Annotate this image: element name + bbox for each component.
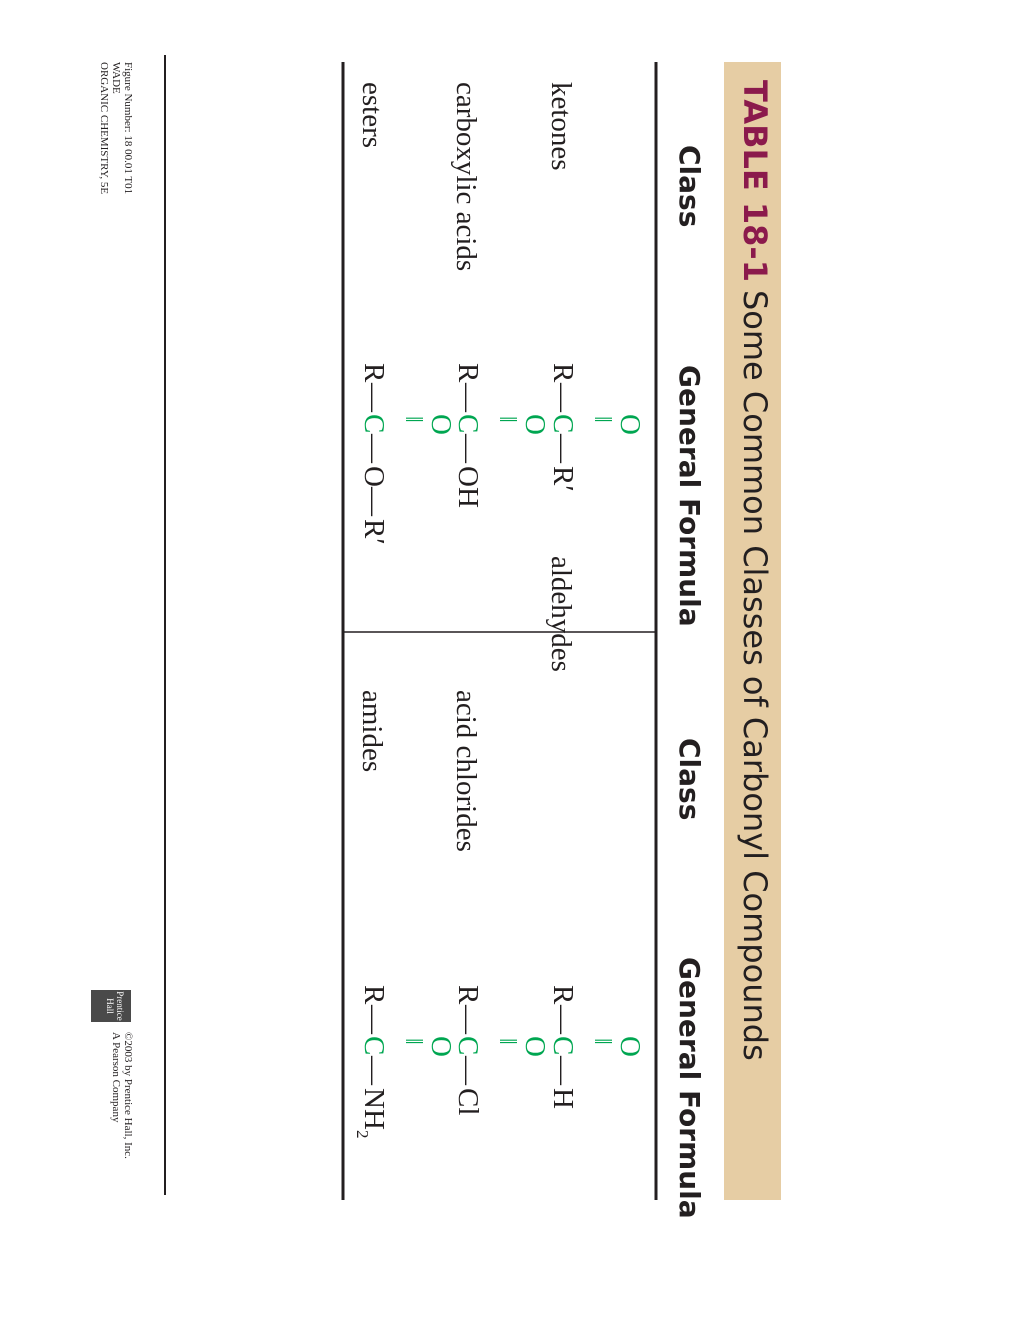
single-bond: — xyxy=(452,434,484,463)
single-bond: — xyxy=(358,487,390,516)
formula-amides xyxy=(353,985,457,1165)
carbonyl-carbon: C xyxy=(452,414,484,434)
formula-acid-chlorides xyxy=(452,985,551,1145)
r-group: R xyxy=(358,985,390,1005)
carbonyl-oxygen: O xyxy=(614,1036,646,1057)
double-bond: ‖ xyxy=(494,1038,520,1045)
single-bond: — xyxy=(452,383,484,412)
carbonyl-oxygen: O xyxy=(519,414,551,435)
class-aldehydes: aldehydes xyxy=(545,556,577,672)
r-group: R xyxy=(547,363,579,383)
tail-group: R′ xyxy=(547,466,579,492)
header-class-right: Class xyxy=(673,738,706,821)
header-formula-right: General Formula xyxy=(673,957,706,1219)
class-amides: amides xyxy=(356,690,388,773)
single-bond: — xyxy=(547,1056,579,1085)
formula-carboxylic-acids xyxy=(452,363,551,523)
tail-group: H xyxy=(547,1088,579,1109)
double-bond: ‖ xyxy=(400,416,426,423)
author-line: WADE xyxy=(110,62,122,94)
figure-number: Figure Number: 18 00.01 T01 xyxy=(122,62,134,195)
class-acid-chlorides: acid chlorides xyxy=(450,690,482,852)
double-bond: ‖ xyxy=(494,416,520,423)
class-ketones: ketones xyxy=(545,82,577,171)
single-bond: — xyxy=(358,434,390,463)
header-class-left: Class xyxy=(673,145,706,228)
carbonyl-oxygen: O xyxy=(425,414,457,435)
formula-aldehydes xyxy=(547,985,646,1145)
table-label: TABLE 18-1 xyxy=(736,80,774,282)
double-bond: ‖ xyxy=(589,1038,615,1045)
single-bond: — xyxy=(452,1005,484,1034)
single-bond: — xyxy=(452,1056,484,1085)
book-title-line: ORGANIC CHEMISTRY, 5E xyxy=(98,62,110,195)
ester-oxygen: O xyxy=(358,466,390,487)
r-group: R xyxy=(358,363,390,383)
double-bond: ‖ xyxy=(400,1038,426,1045)
formula-ketones xyxy=(547,363,646,523)
single-bond: — xyxy=(547,1005,579,1034)
logo-line-1: Prentice xyxy=(115,991,125,1021)
single-bond: — xyxy=(547,434,579,463)
r-group: R xyxy=(547,985,579,1005)
single-bond: — xyxy=(358,1056,390,1085)
r-group: R xyxy=(452,985,484,1005)
tail-group: R′ xyxy=(358,519,390,545)
logo-line-2: Hall xyxy=(105,998,115,1014)
tail-group: Cl xyxy=(452,1088,484,1116)
publisher-line: A Pearson Company xyxy=(110,1032,122,1123)
carbonyl-carbon: C xyxy=(547,1036,579,1056)
prentice-hall-logo xyxy=(91,990,131,1022)
copyright-line: ©2003 by Prentice Hall, Inc. xyxy=(122,1032,134,1159)
tail-group: NH xyxy=(358,1088,390,1130)
tail-group: OH xyxy=(452,466,484,508)
formula-esters xyxy=(358,363,457,583)
carbonyl-carbon: C xyxy=(547,414,579,434)
single-bond: — xyxy=(547,383,579,412)
carbonyl-carbon: C xyxy=(358,414,390,434)
table-caption: Some Common Classes of Carbonyl Compounds xyxy=(736,289,774,1061)
single-bond: — xyxy=(358,1005,390,1034)
single-bond: — xyxy=(358,383,390,412)
class-carboxylic-acids: carboxylic acids xyxy=(450,82,482,272)
class-esters: esters xyxy=(356,82,388,149)
carbonyl-oxygen: O xyxy=(425,1036,457,1057)
carbonyl-carbon: C xyxy=(452,1036,484,1056)
carbonyl-oxygen: O xyxy=(519,1036,551,1057)
subscript-2: 2 xyxy=(353,1130,372,1139)
r-group: R xyxy=(452,363,484,383)
carbonyl-carbon: C xyxy=(358,1036,390,1056)
header-formula-left: General Formula xyxy=(673,365,706,627)
carbonyl-oxygen: O xyxy=(614,414,646,435)
double-bond: ‖ xyxy=(589,416,615,423)
